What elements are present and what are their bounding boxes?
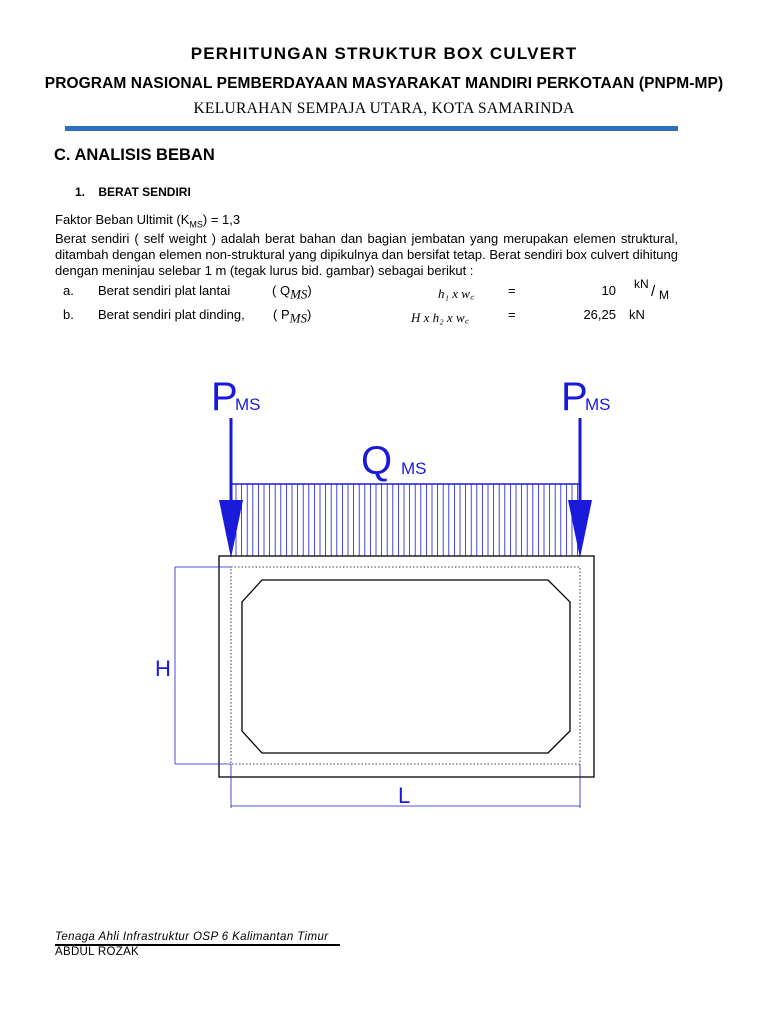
box-culvert-diagram [0,360,768,820]
item-a-label: Berat sendiri plat lantai [98,283,231,298]
item-b-unit: kN [629,307,645,322]
description-paragraph: Berat sendiri ( self weight ) adalah berat bahan dan bagian jembatan yang merupakan elemen struktural, ditambah dengan elemen non-struktural yang dipikulnya dan bersifat tetap. Berat sendiri box culvert dihitung dengan meninjau selebar 1 m (tegak lurus bid. gambar) sebagai berikut : [55,231,678,278]
page-title: PERHITUNGAN STRUKTUR BOX CULVERT [190,44,578,63]
location-title: KELURAHAN SEMPAJA UTARA, KOTA SAMARINDA [193,100,575,117]
distributed-load-sub: MS [401,459,427,478]
footer-role: Tenaga Ahli Infrastruktur OSP 6 Kalimantan Timur [55,931,329,943]
item-b-label: Berat sendiri plat dinding, [98,307,245,322]
culvert-inner-opening [242,580,570,753]
item-a-symbol: ( $Q_{MS}$) [272,283,312,302]
item-a-unit-top: kN [634,277,649,291]
item-b-symbol: ( $P_{MS}$) [273,307,312,326]
item-a-equals: = [508,283,516,298]
section-title: C. ANALISIS BEBAN [54,146,215,164]
item-a-value: 10 [601,283,616,298]
footer-name: ABDUL ROZAK [55,946,140,958]
load-factor: Faktor Beban Ultimit $(K_{MS}) = 1,3$ [55,212,241,230]
item-a-formula: h₁ x w꜀ [438,286,475,301]
distributed-load-label: Q [361,439,393,483]
item-b-value: 26,25 [583,307,616,322]
item-b-marker: b. [63,307,74,322]
item-b-formula: H x h₂ x w꜀ [411,310,470,325]
item-a-unit-bottom: M [659,288,669,302]
height-label: H [155,656,171,681]
left-point-load-sub: MS [235,395,261,414]
subsection-title: 1. BERAT SENDIRI [75,185,191,199]
length-label: L [398,783,411,808]
culvert-centerline [231,567,580,764]
culvert-outer-outline [219,556,594,777]
right-point-load-sub: MS [585,395,611,414]
header-rule [65,126,678,131]
left-load-arrow-head [219,500,243,558]
right-point-load-label: P [561,375,588,419]
program-title: PROGRAM NASIONAL PEMBERDAYAAN MASYARAKAT MANDIRI PERKOTAAN (PNPM-MP) [44,75,724,92]
item-a-unit-slash: / [651,283,656,300]
distributed-load-hatch [236,484,578,556]
item-a-marker: a. [63,283,74,298]
item-b-equals: = [508,307,516,322]
left-point-load-label: P [211,375,238,419]
